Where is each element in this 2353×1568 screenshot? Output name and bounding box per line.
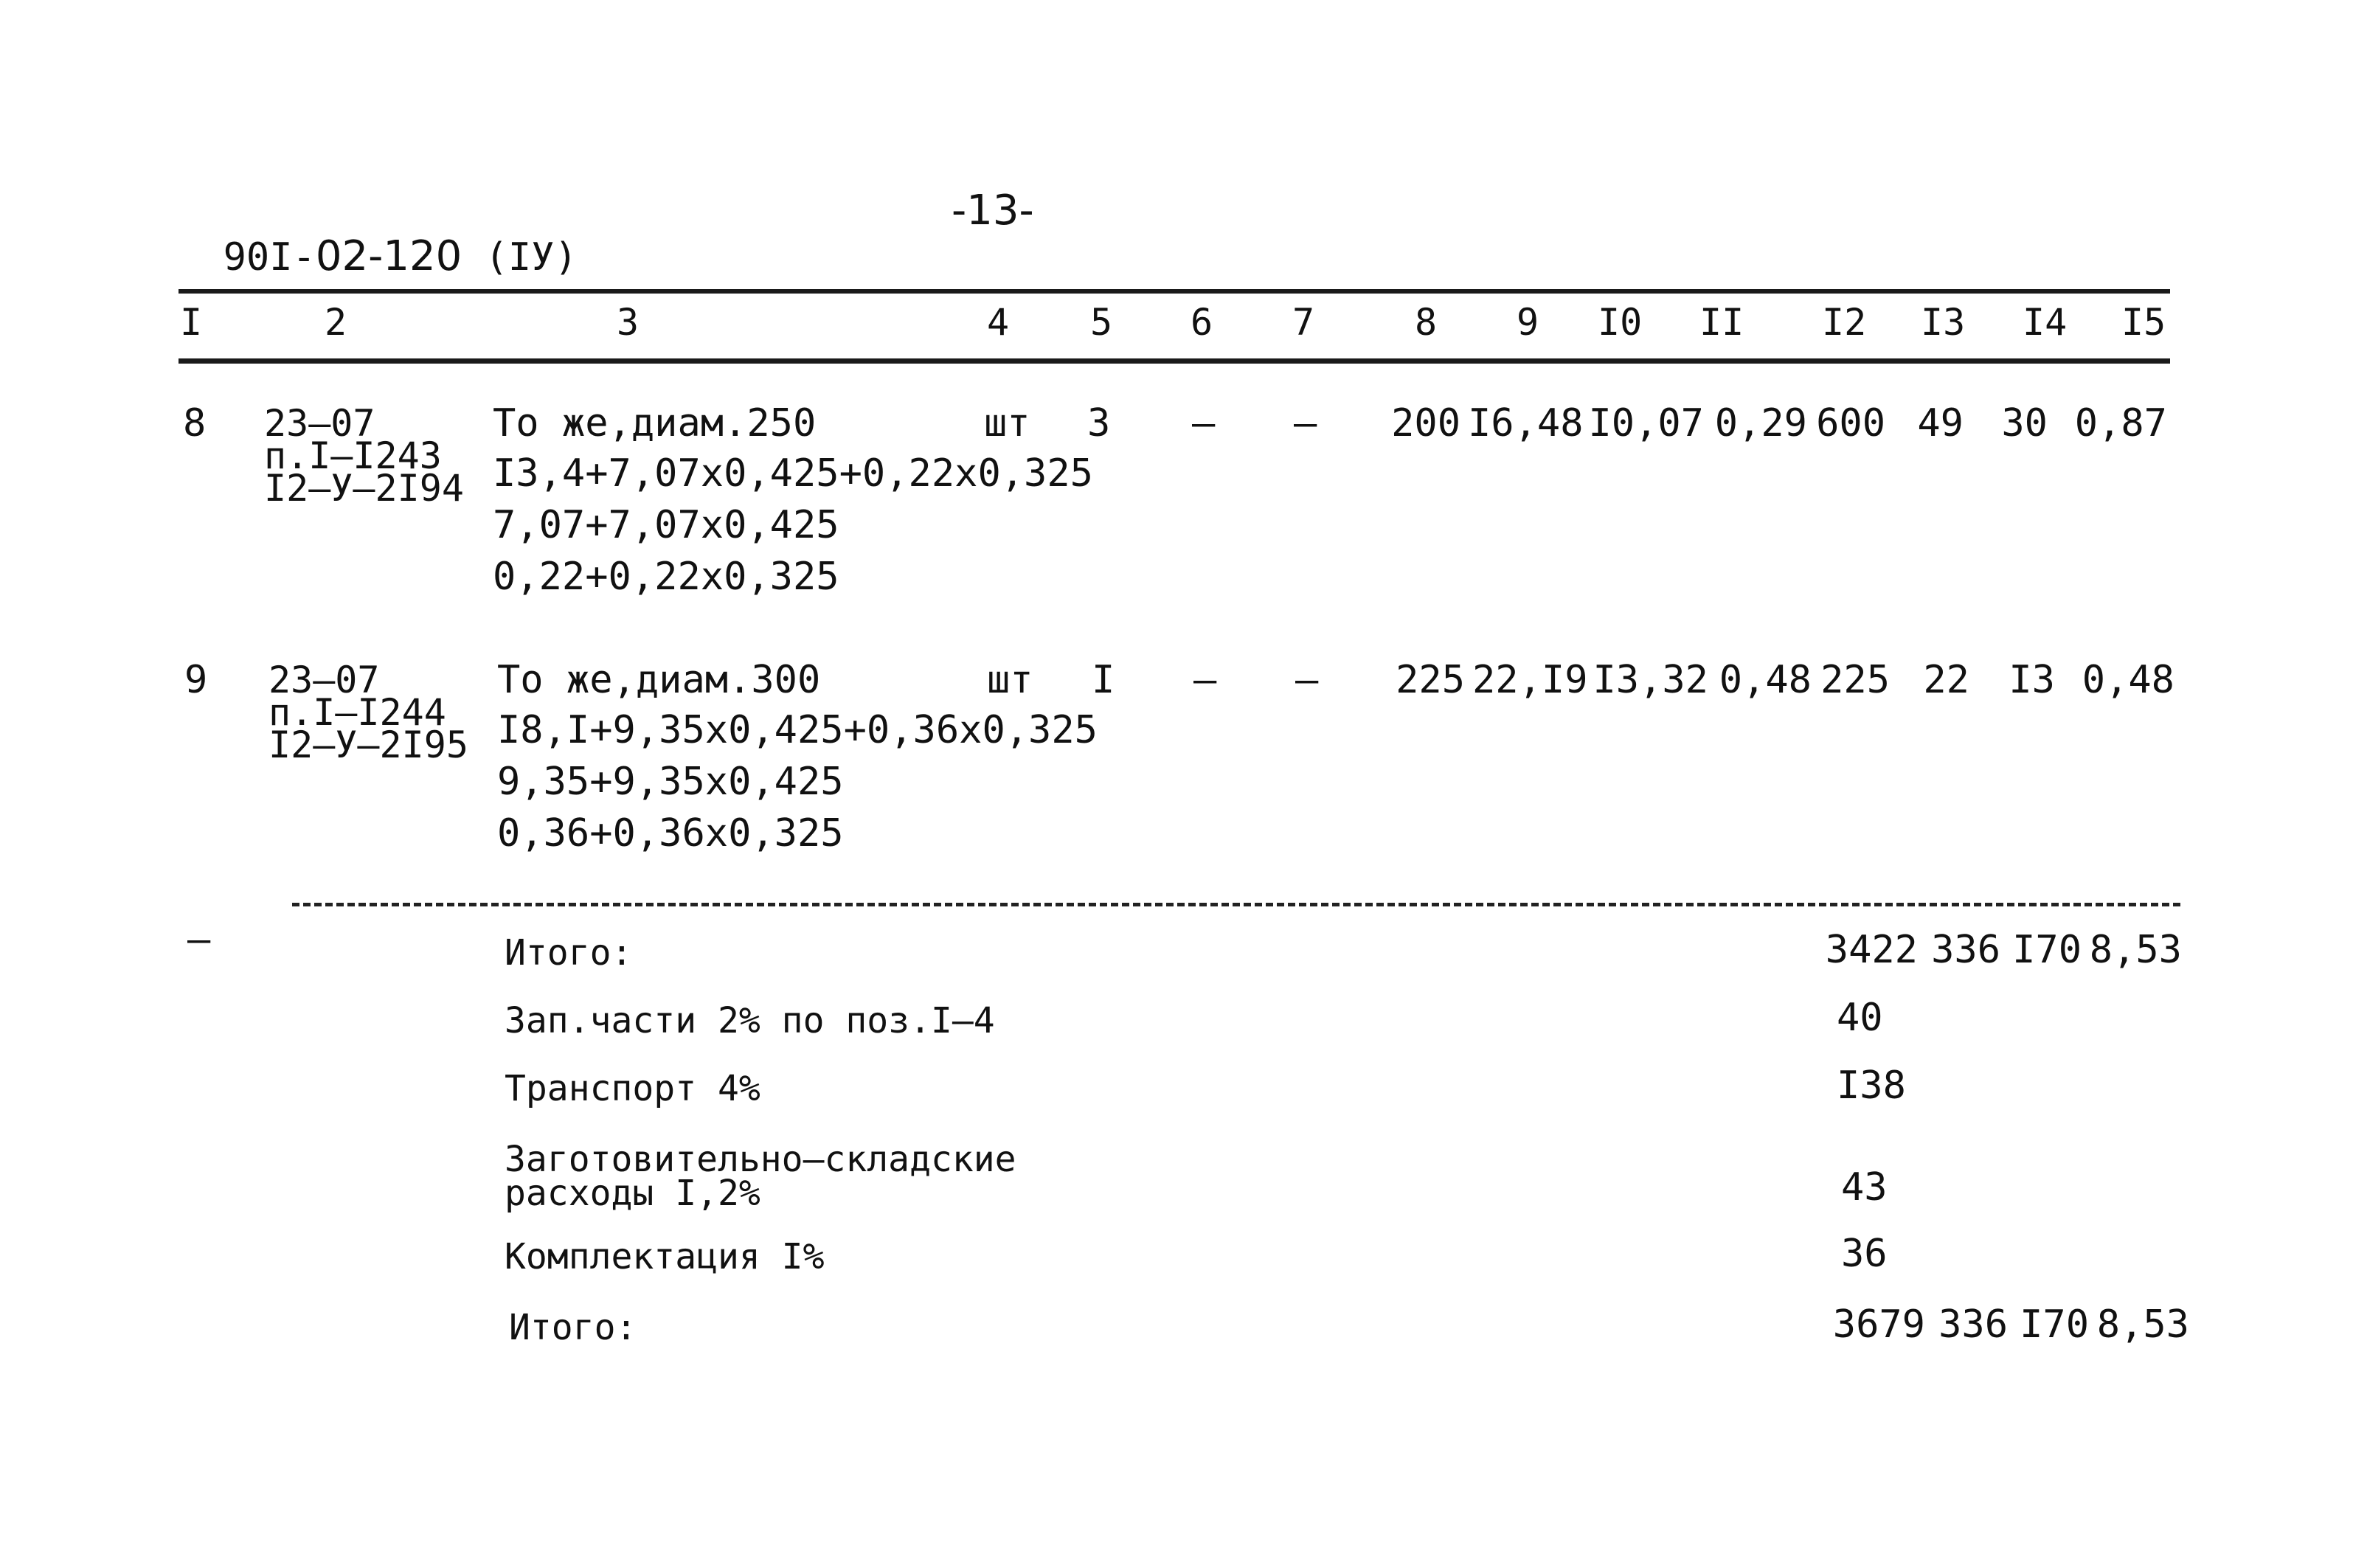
col-header-6: 6 <box>1191 301 1213 344</box>
row-unit: шт <box>987 658 1033 702</box>
summary-label: Итого: <box>509 1307 637 1348</box>
document-code <box>177 198 578 280</box>
col-header-15: I5 <box>2121 301 2166 344</box>
document-code-suffix: (IУ) <box>485 235 578 280</box>
summary-separator <box>292 903 2180 906</box>
row-cell-11: 0,48 <box>1719 658 1812 702</box>
row-cell-12: 600 <box>1816 401 1885 445</box>
summary-label: Заготовительно–складские <box>505 1139 1016 1180</box>
row-cell-14: 30 <box>2001 401 2048 445</box>
row-code-line: 23–07 <box>264 402 375 445</box>
row-cell-10: I0,07 <box>1588 401 1704 445</box>
row-name: То же,диам.300 <box>497 658 821 702</box>
summary-label-continued: расходы I,2% <box>505 1173 760 1214</box>
col-header-7: 7 <box>1292 301 1315 344</box>
row-code-line: 23–07 <box>268 659 380 701</box>
col-header-3: 3 <box>617 301 640 344</box>
row-formula-line: 0,22+0,22х0,325 <box>493 555 839 599</box>
row-cell-15: 0,87 <box>2074 401 2167 445</box>
col-header-5: 5 <box>1090 301 1113 344</box>
summary-cell-12: 40 <box>1837 996 1883 1040</box>
summary-cell-12: 43 <box>1841 1165 1888 1210</box>
row-cell-6: – <box>1192 401 1216 445</box>
row-code-line: I2–У–2I94 <box>264 467 464 510</box>
row-formula-line: 9,35+9,35х0,425 <box>497 760 844 804</box>
row-unit: шт <box>984 401 1030 445</box>
document-code-printed: 90I- <box>223 235 316 280</box>
summary-cell-15: 8,53 <box>2096 1302 2189 1347</box>
row-formula-line: 0,36+0,36х0,325 <box>497 811 844 856</box>
row-cell-11: 0,29 <box>1714 401 1807 445</box>
row-formula-line: I3,4+7,07х0,425+0,22х0,325 <box>493 451 1093 496</box>
row-cell-13: 22 <box>1923 658 1969 702</box>
row-cell-10: I3,32 <box>1593 658 1708 702</box>
row-position: 9 <box>184 658 208 702</box>
col-header-14: I4 <box>2023 301 2068 344</box>
summary-label: Комплектация I% <box>505 1236 825 1277</box>
summary-cell-13: 336 <box>1931 928 2000 972</box>
row-cell-7: – <box>1294 401 1317 445</box>
row-cell-7: – <box>1295 658 1319 702</box>
col-header-12: I2 <box>1822 301 1867 344</box>
row-code-line: п.I–I243 <box>264 434 442 477</box>
header-bottom-rule <box>179 358 2170 364</box>
row-cell-8: 200 <box>1391 401 1460 445</box>
col-header-2: 2 <box>325 301 347 344</box>
summary-cell-12: 3422 <box>1825 928 1918 972</box>
page-number: -13- <box>952 187 1034 235</box>
row-name: То же,диам.250 <box>493 401 817 445</box>
row-code-line: I2–У–2I95 <box>268 724 468 766</box>
col-header-13: I3 <box>1921 301 1966 344</box>
summary-cell-15: 8,53 <box>2089 928 2182 972</box>
summary-label: Транспорт 4% <box>505 1068 760 1109</box>
row-cell-13: 49 <box>1917 401 1964 445</box>
row-cell-14: I3 <box>2009 658 2055 702</box>
row-cell-9: I6,48 <box>1468 401 1584 445</box>
row-position: 8 <box>183 401 207 445</box>
row-cell-5: I <box>1092 658 1115 702</box>
header-top-rule <box>179 289 2170 294</box>
row-cell-5: 3 <box>1087 401 1111 445</box>
summary-cell-14: I70 <box>2012 928 2082 972</box>
row-formula-line: I8,I+9,35х0,425+0,36х0,325 <box>497 708 1098 752</box>
row-cell-6: – <box>1193 658 1217 702</box>
summary-cell-13: 336 <box>1938 1302 2008 1347</box>
summary-cell-12: 36 <box>1841 1232 1888 1276</box>
summary-label: Итого: <box>505 932 633 974</box>
document-code-handwritten: 02-120 <box>315 232 462 280</box>
summary-cell-14: I70 <box>2020 1302 2089 1347</box>
row-cell-8: 225 <box>1396 658 1465 702</box>
summary-mark: – <box>187 917 211 962</box>
col-header-1: I <box>180 301 203 344</box>
summary-cell-12: 3679 <box>1832 1302 1925 1347</box>
summary-cell-12: I38 <box>1837 1064 1906 1108</box>
row-cell-12: 225 <box>1820 658 1890 702</box>
row-cell-9: 22,I9 <box>1472 658 1588 702</box>
col-header-8: 8 <box>1415 301 1438 344</box>
col-header-4: 4 <box>987 301 1010 344</box>
row-formula-line: 7,07+7,07х0,425 <box>493 503 839 547</box>
row-code-line: п.I–I244 <box>268 691 446 734</box>
col-header-9: 9 <box>1517 301 1539 344</box>
col-header-10: I0 <box>1598 301 1643 344</box>
col-header-11: II <box>1699 301 1744 344</box>
summary-label: Зап.части 2% по поз.I–4 <box>505 1000 995 1041</box>
row-cell-15: 0,48 <box>2082 658 2174 702</box>
